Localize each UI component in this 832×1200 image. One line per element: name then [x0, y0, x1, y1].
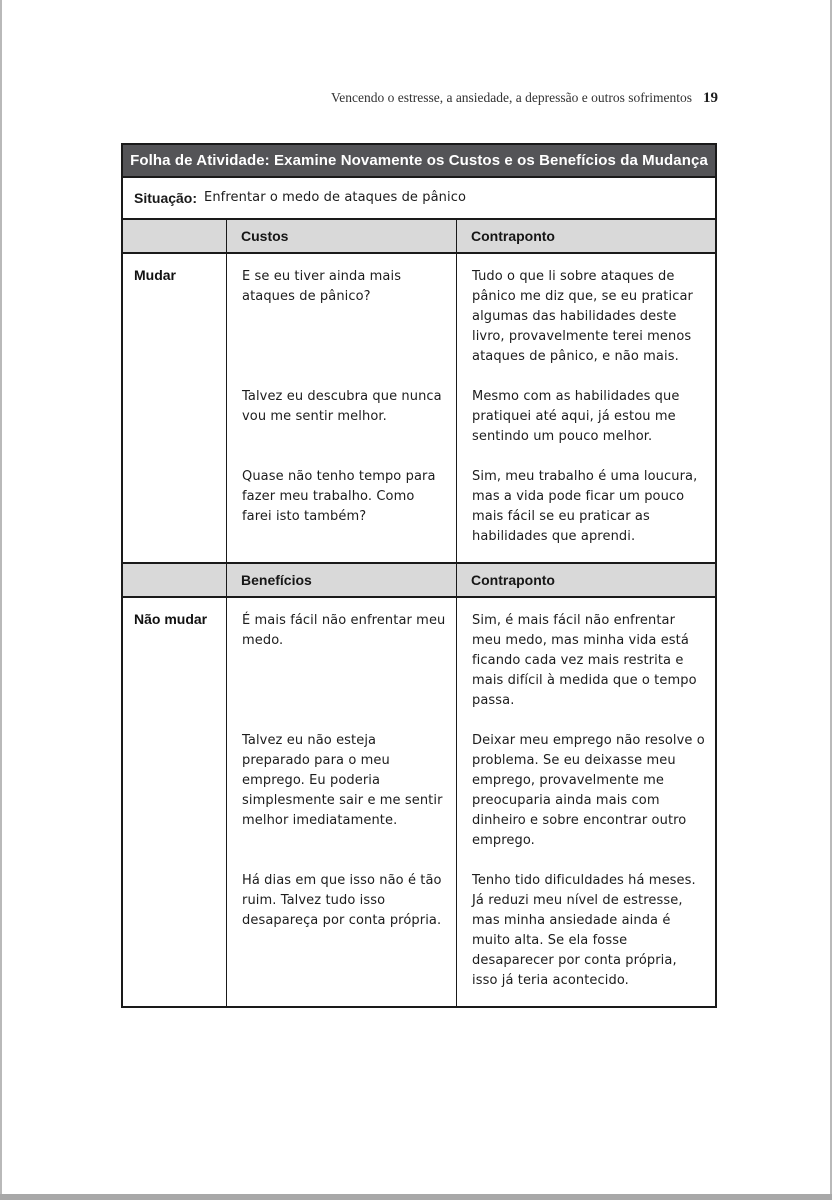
subheader-contraponto: Contraponto: [457, 564, 715, 598]
beneficios-entry: É mais fácil não enfrentar meu medo.: [227, 598, 457, 721]
worksheet-title-bar: [123, 145, 715, 178]
contraponto-entry: Deixar meu emprego não resolve o problema. Se eu deixasse meu emprego, provavelmente me preocuparia ainda mais com dinheiro e sobre encontrar outro emprego.: [472, 733, 705, 848]
subheader-custos: Custos: [227, 220, 457, 254]
worksheet-table: [121, 143, 717, 1008]
custos-entry: Talvez eu descubra que nunca vou me sentir melhor.: [227, 377, 457, 457]
running-head: [331, 90, 718, 107]
situation-row: [123, 178, 715, 220]
situation-value: Enfrentar o medo de ataques de pânico: [204, 190, 467, 205]
subheader-spacer: [123, 220, 227, 254]
custos-entry: E se eu tiver ainda mais ataques de pânico?: [227, 254, 457, 377]
contraponto-entry: Tudo o que li sobre ataques de pânico me diz que, se eu praticar algumas das habilidades deste livro, provavelmente terei menos ataques de pânico, e não mais.: [472, 269, 693, 364]
beneficios-entry: Talvez eu não esteja preparado para o meu emprego. Eu poderia simplesmente sair e me sentir melhor imediatamente.: [227, 721, 457, 861]
contraponto-entry: Sim, meu trabalho é uma loucura, mas a vida pode ficar um pouco mais fácil se eu praticar as habilidades que aprendi.: [472, 469, 698, 544]
worksheet-title: Folha de Atividade: Examine Novamente os Custos e os Benefícios da Mudança: [130, 152, 708, 169]
page-edge-left: [0, 0, 2, 1194]
custos-entry: Quase não tenho tempo para fazer meu trabalho. Como farei isto também?: [227, 457, 457, 562]
subheader-spacer: [123, 564, 227, 598]
contraponto-entry: Tenho tido dificuldades há meses. Já reduzi meu nível de estresse, mas minha ansiedade ainda é muito alta. Se ela fosse desaparecer por conta própria, isso já teria acontecido.: [472, 873, 696, 988]
running-head-text: Vencendo o estresse, a ansiedade, a depressão e outros sofrimentos: [330, 90, 692, 105]
situation-label: Situação:: [134, 190, 198, 206]
beneficios-entry: Há dias em que isso não é tão ruim. Talvez tudo isso desapareça por conta própria.: [227, 861, 457, 1006]
page-number: 19: [703, 90, 718, 106]
page-edge-bottom: [0, 1194, 832, 1200]
section-mudar: [123, 220, 715, 562]
contraponto-entry: Mesmo com as habilidades que pratiquei até aqui, já estou me sentindo um pouco melhor.: [472, 389, 680, 444]
subheader-contraponto: Contraponto: [457, 220, 715, 254]
section-nao-mudar: [123, 562, 715, 1006]
subheader-beneficios: Benefícios: [227, 564, 457, 598]
row-label-nao-mudar: Não mudar: [123, 598, 227, 1006]
row-label-mudar: Mudar: [123, 254, 227, 562]
contraponto-entry: Sim, é mais fácil não enfrentar meu medo, mas minha vida está ficando cada vez mais restrita e mais difícil à medida que o tempo passa.: [472, 613, 697, 708]
